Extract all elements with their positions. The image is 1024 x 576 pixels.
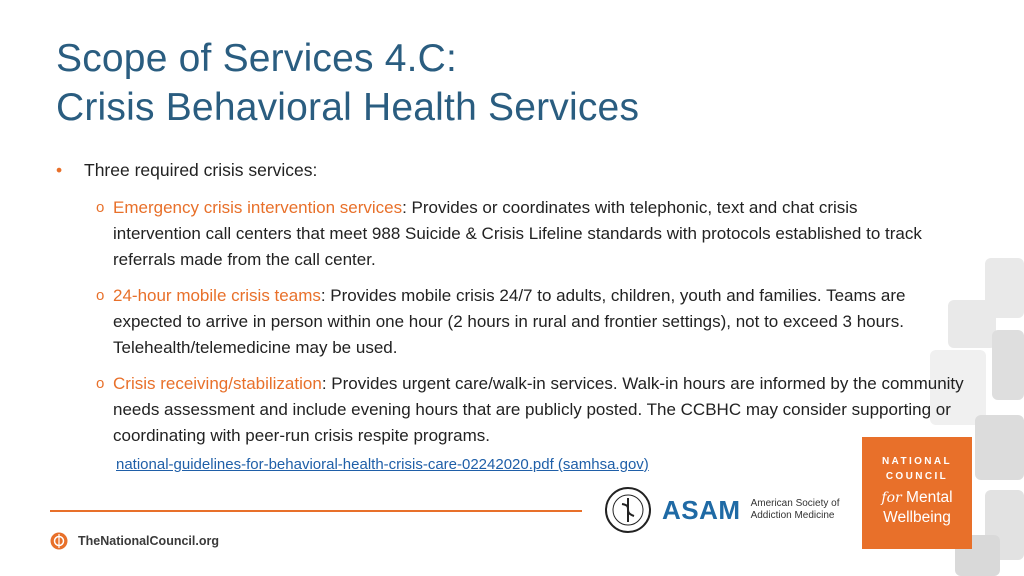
service-description: : Provides or coordinates with telephonic, text and chat crisis intervention call centers that meet 988 Suicide & Crisis Lifeline standards with protocols established to track referrals made from the call center. [113,198,922,269]
bullet-marker: • [56,160,63,180]
service-term: Emergency crisis intervention services [113,198,403,217]
service-term: Crisis receiving/stabilization [113,374,322,393]
national-council-logo: NATIONAL COUNCIL for Mental Wellbeing [862,437,972,549]
asam-fullname: American Society of Addiction Medicine [750,498,840,521]
asam-seal-icon [604,486,652,534]
service-description: : Provides mobile crisis 24/7 to adults, children, youth and families. Teams are expected to arrive in person within one hour (2 hours in rural and frontier settings), not to exceed 3 hours. Telehealth/telemedicine may be used. [113,286,906,357]
sub-bullet-marker: o [96,287,105,304]
sub-bullet-marker: o [96,199,105,216]
title-line-1: Scope of Services 4.C: [56,37,458,80]
footer-divider [50,510,582,512]
decorative-shape [975,415,1024,480]
services-list [96,195,976,459]
samhsa-guidelines-link[interactable]: national-guidelines-for-behavioral-health-crisis-care-02242020.pdf (samhsa.gov) [116,456,649,473]
page-title [56,34,639,132]
decorative-shape [992,330,1024,400]
footer-site: TheNationalCouncil.org [78,534,219,548]
service-description: : Provides urgent care/walk-in services. Walk-in hours are informed by the community needs assessment and include evening hours that are publicly posted. The CCBHC may consider supporting or coordinating with peer-run crisis respite programs. [113,374,964,445]
asam-wordmark: ASAM [662,494,741,525]
sub-bullet-marker: o [96,375,105,392]
service-term: 24-hour mobile crisis teams [113,286,321,305]
asam-logo [604,486,840,534]
footer-brand [50,532,219,550]
list-item [96,371,968,449]
list-item [96,195,923,273]
national-council-logo-icon [50,532,68,550]
main-bullet-text: Three required crisis services: [84,160,318,180]
list-item [96,283,968,361]
main-bullet [56,160,317,181]
title-line-2: Crisis Behavioral Health Services [56,86,640,129]
